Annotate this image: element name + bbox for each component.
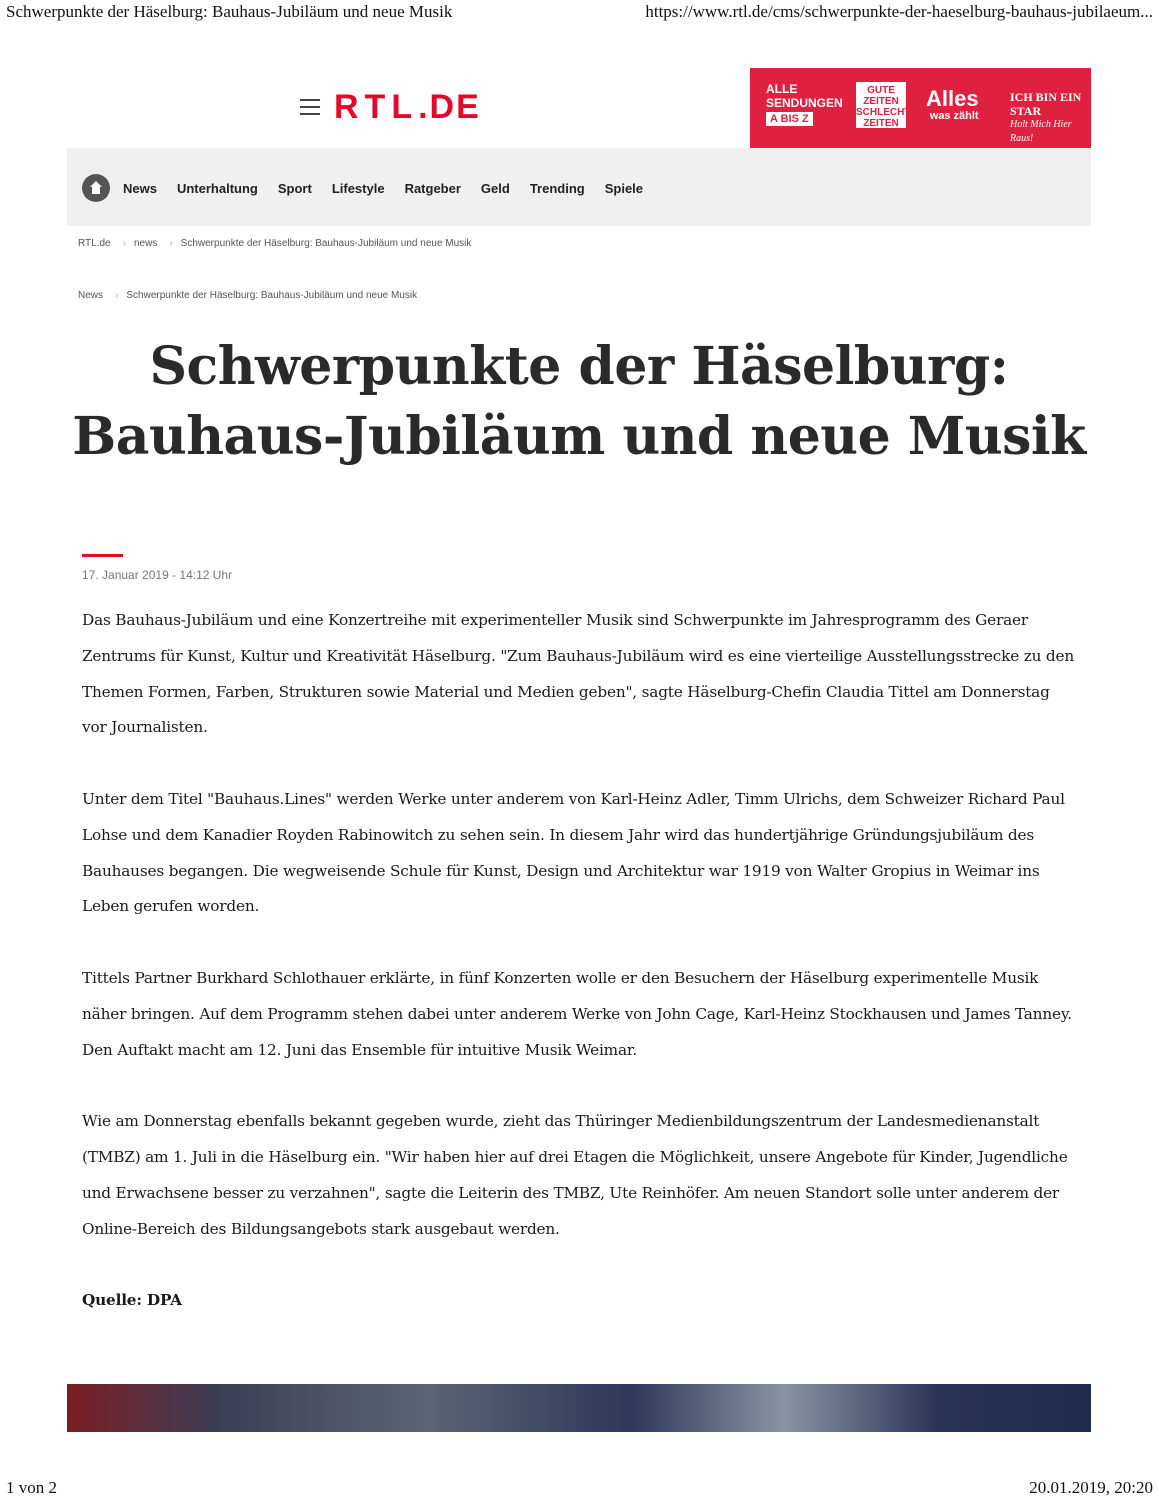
- print-timestamp: 20.01.2019, 20:20: [1029, 1478, 1153, 1497]
- article-paragraph: Unter dem Titel "Bauhaus.Lines" werden Werke unter anderem von Karl-Heinz Adler, Timm Ulrichs, dem Schweizer Richard Paul Lohse und dem Kanadier Royden Rabinowitch zu sehen sein. In diesem Jahr wird das hundertjährige Gründungsjubiläum des Bauhauses begangen. Die wegweisende Schule für Kunst, Design und Architektur war 1919 von Walter Gropius in Weimar ins Leben gerufen worden.: [82, 789, 1065, 916]
- breadcrumb-link[interactable]: news: [133, 238, 158, 249]
- title-line2: Bauhaus-Jubiläum und neue Musik: [72, 406, 1086, 467]
- breadcrumb-link[interactable]: RTL.de: [78, 238, 111, 249]
- show3-sub: Holt Mich Hier Raus!: [1010, 119, 1072, 144]
- banner-line2: SENDUNGEN: [766, 96, 843, 110]
- show2-sub: was zählt: [929, 110, 979, 122]
- breadcrumb-link[interactable]: News: [78, 290, 104, 301]
- banner-line1: ALLE: [766, 82, 798, 96]
- print-header: [0, 2, 1159, 26]
- print-url: https://www.rtl.de/cms/schwerpunkte-der-haeselburg-bauhaus-jubilaeum...: [645, 2, 1153, 21]
- breadcrumb-current: Schwerpunkte der Häselburg: Bauhaus-Jubiläum und neue Musik: [180, 238, 472, 249]
- banner-pill: A BIS Z: [766, 112, 813, 126]
- show2-main: Alles: [926, 86, 979, 111]
- teaser-image[interactable]: [67, 1384, 1091, 1432]
- article-title: [67, 332, 1091, 472]
- show-logo-awz[interactable]: [926, 88, 979, 122]
- article-body: [82, 603, 1077, 1355]
- nav-item-lifestyle[interactable]: Lifestyle: [331, 181, 385, 196]
- home-icon[interactable]: [82, 174, 110, 202]
- print-page-title: Schwerpunkte der Häselburg: Bauhaus-Jubiläum und neue Musik: [6, 2, 453, 21]
- shows-banner[interactable]: [750, 68, 1091, 148]
- logo-suffix: .DE: [418, 88, 481, 126]
- nav-item-sport[interactable]: Sport: [277, 181, 312, 196]
- print-page-count: 1 von 2: [6, 1478, 57, 1497]
- menu-icon[interactable]: [300, 99, 320, 115]
- site-header: [67, 66, 1091, 148]
- print-footer: [0, 1478, 1159, 1500]
- article-paragraph: Tittels Partner Burkhard Schlothauer erklärte, in fünf Konzerten wolle er den Besuchern der Häselburg experimentelle Musik näher bringen. Auf dem Programm stehen dabei unter anderem Werke von John Cage, Karl-Heinz Stockhausen und James Tanney. Den Auftakt macht am 12. Juni das Ensemble für intuitive Musik Weimar.: [82, 968, 1072, 1059]
- show-logo-ibes[interactable]: [1010, 90, 1091, 146]
- all-shows-link[interactable]: [766, 82, 843, 126]
- logo-main: RTL: [334, 88, 419, 126]
- title-line1: Schwerpunkte der Häselburg:: [149, 336, 1009, 397]
- nav-item-unterhaltung[interactable]: Unterhaltung: [176, 181, 258, 196]
- show3-main: ICH BIN EIN STAR: [1010, 90, 1082, 118]
- accent-bar: [82, 554, 123, 557]
- nav-items: [123, 181, 663, 196]
- article-date: 17. Januar 2019 - 14:12 Uhr: [82, 568, 233, 582]
- site-page: [67, 66, 1091, 196]
- article-paragraph: Das Bauhaus-Jubiläum und eine Konzertreihe mit experimenteller Musik sind Schwerpunkte im Jahresprogramm des Geraer Zentrums für Kunst, Kultur und Kreativität Häselburg. "Zum Bauhaus-Jubiläum wird es eine vierteilige Ausstellungsstrecke zu den Themen Formen, Farben, Strukturen sowie Material und Medien geben", sagte Häselburg-Chefin Claudia Tittel am Donnerstag vor Journalisten.: [82, 611, 1074, 737]
- nav-item-news[interactable]: News: [123, 181, 157, 196]
- nav-item-spiele[interactable]: Spiele: [604, 181, 644, 196]
- article-source: Quelle: DPA: [82, 1291, 182, 1310]
- show-logo-gzsz[interactable]: GUTE ZEITEN SCHLECHTE ZEITEN: [856, 82, 906, 128]
- nav-item-geld[interactable]: Geld: [480, 181, 510, 196]
- article-paragraph: Wie am Donnerstag ebenfalls bekannt gegeben wurde, zieht das Thüringer Medienbildungszentrum der Landesmedienanstalt (TMBZ) am 1. Juli in die Häselburg ein. "Wir haben hier auf drei Etagen die Möglichkeit, unsere Angebote für Kinder, Jugendliche und Erwachsene besser zu verzahnen", sagte die Leiterin des TMBZ, Ute Reinhöfer. Am neuen Standort solle unter anderem der Online-Bereich des Bildungsangebots stark ausgebaut werden.: [82, 1112, 1068, 1238]
- nav-item-trending[interactable]: Trending: [529, 181, 585, 196]
- rtl-logo[interactable]: [334, 90, 481, 124]
- main-navigation: [67, 148, 1091, 226]
- nav-item-ratgeber[interactable]: Ratgeber: [404, 181, 461, 196]
- breadcrumb-current: Schwerpunkte der Häselburg: Bauhaus-Jubiläum und neue Musik: [126, 290, 418, 301]
- breadcrumb-article: News › Schwerpunkte der Häselburg: Bauhaus-Jubiläum und neue Musik: [78, 290, 418, 301]
- breadcrumb-top: RTL.de › news › Schwerpunkte der Häselburg: Bauhaus-Jubiläum und neue Musik: [78, 238, 472, 249]
